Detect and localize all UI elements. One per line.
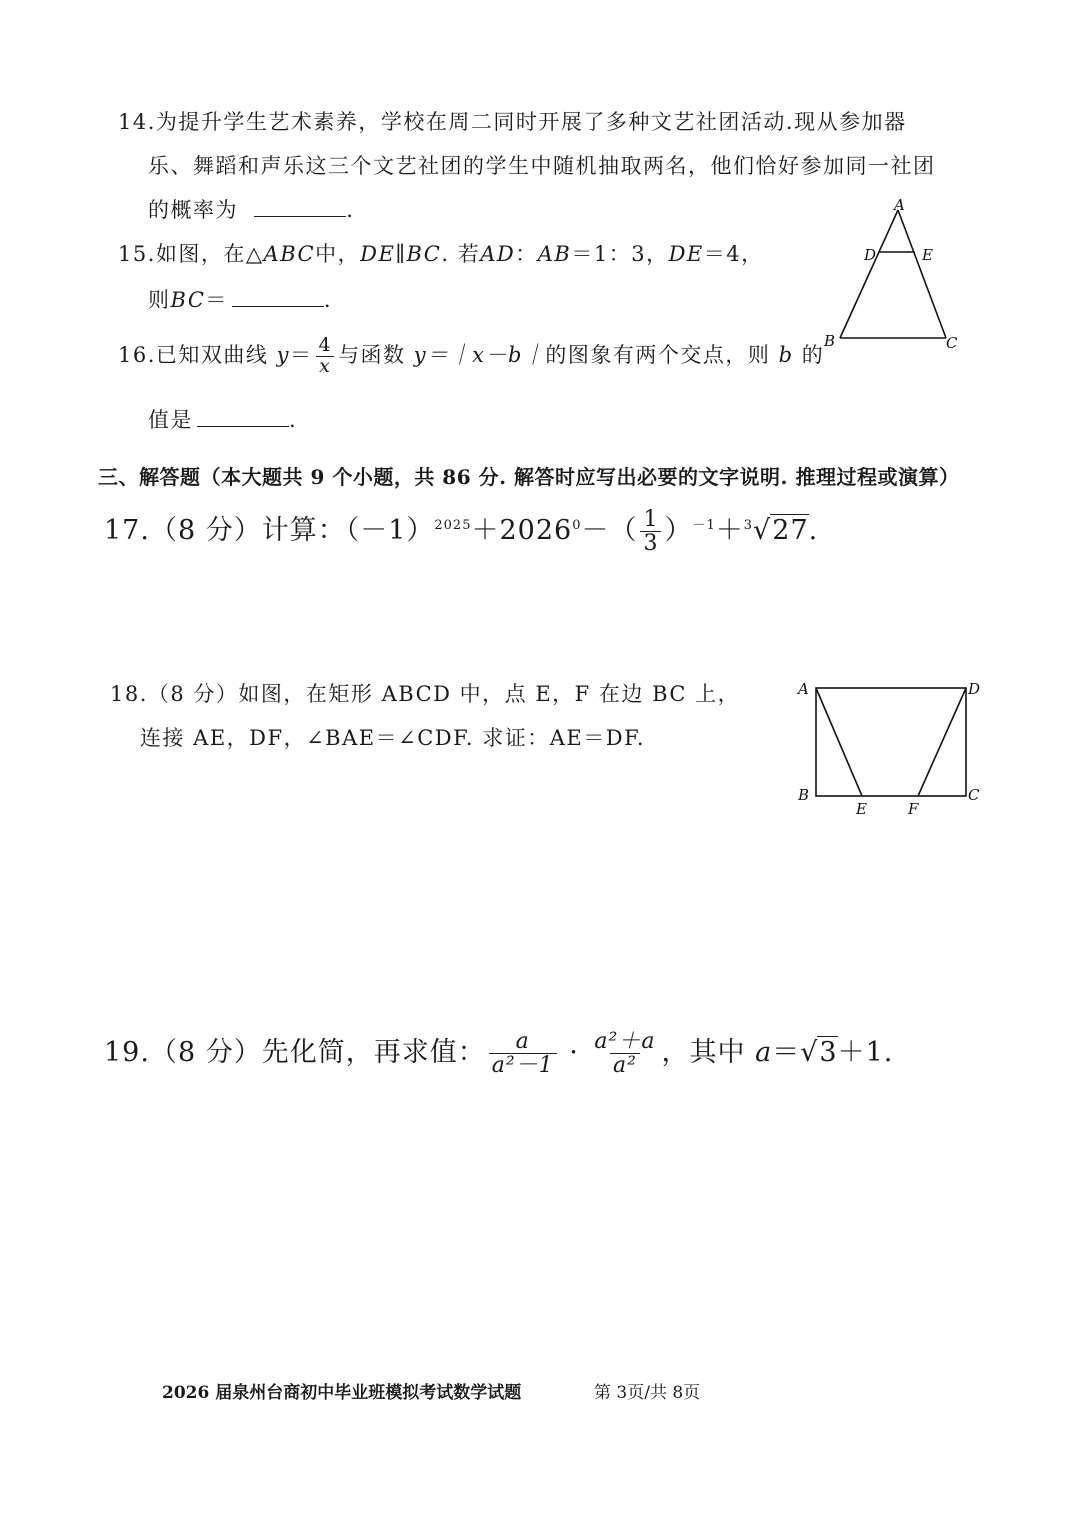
q19-frac1-den: a²－1 (489, 1053, 557, 1077)
q14-line-3-text: 的概率为 (148, 198, 238, 222)
q15-triangle-figure (818, 192, 968, 354)
q16-frac-den: x (316, 356, 334, 377)
q16-post: 的图象有两个交点，则 (545, 342, 771, 367)
q17-radical-sign: √ (753, 515, 772, 547)
q15-text-b: ABC (263, 242, 316, 266)
q15-side-ab (840, 210, 898, 338)
q15-text-k: ＝1：3， (571, 242, 669, 266)
q18-rectangle-figure (794, 676, 994, 822)
q18-label-c: C (968, 786, 980, 804)
q14-line-1: 14.为提升学生艺术素养，学校在周二同时开展了多种文艺社团活动.现从参加器 (118, 110, 907, 134)
q16-mid: 与函数 (338, 342, 406, 367)
q17-fraction (640, 508, 661, 555)
q15-line2-a: 则 (148, 288, 171, 312)
q15-text-c: 中， (315, 242, 361, 266)
q19-fraction-1 (489, 1030, 557, 1077)
q17-exp2: 0 (572, 518, 582, 534)
q18-label-d: D (968, 680, 981, 698)
q16-eq1: ＝ (289, 342, 313, 367)
q18-label-a: A (798, 680, 809, 698)
q17-pre: 17.（8 分）计算：（－1） (104, 515, 435, 547)
q16-line-1 (118, 336, 824, 377)
q19-dot: · (569, 1037, 579, 1069)
q15-label-e: E (922, 246, 933, 264)
q14-line-2: 乐、舞蹈和声乐这三个文艺社团的学生中随机抽取两名，他们恰好参加同一社团 (148, 154, 936, 178)
q16-answer-blank (197, 425, 289, 427)
q15-line-1 (118, 238, 764, 268)
q17-minus: －（ (581, 515, 638, 547)
q19-radicand: 3 (819, 1037, 838, 1069)
q16-y1: y (276, 342, 290, 367)
footer-page-number: 第 3页/共 8页 (594, 1383, 701, 1403)
q19-tail: ＋1. (837, 1037, 894, 1069)
q19-fraction-2 (591, 1030, 658, 1077)
q17-line (104, 508, 818, 555)
q19-mid: ，其中 (661, 1037, 746, 1069)
q15-label-c: C (946, 334, 958, 352)
q17-frac-num: 1 (643, 507, 659, 532)
q18-segment-ae (816, 688, 862, 796)
q15-text-f: BC (406, 242, 442, 266)
q14-end: . (346, 198, 355, 222)
section-3-heading: 三、解答题（本大题共 9 个小题，共 86 分. 解答时应写出必要的文字说明. 推理过程或演算） (98, 465, 960, 489)
q19-frac2-num: a²＋a (594, 1029, 656, 1054)
q17-exp1: 2025 (434, 518, 472, 534)
q15-text-l: DE (668, 242, 704, 266)
q16-tail: 的 (801, 342, 825, 367)
q16-fraction (315, 336, 335, 377)
q19-frac1-num: a (515, 1029, 530, 1054)
footer-exam-title: 2026 届泉州台商初中毕业班模拟考试数学试题 (162, 1383, 522, 1403)
q19-radical-sign: √ (800, 1037, 819, 1069)
q17-plus2: ＋ (715, 515, 744, 547)
q16-pre: 16.已知双曲线 (118, 342, 269, 367)
q17-end: . (808, 515, 819, 547)
q18-line-1: 18.（8 分）如图，在矩形 ABCD 中，点 E，F 在边 BC 上， (110, 682, 741, 706)
q15-answer-blank (232, 305, 324, 307)
q17-frac-den: 3 (640, 531, 661, 555)
q18-segment-df (918, 688, 966, 796)
q16-line-2 (148, 404, 297, 434)
q15-side-ac (898, 210, 946, 338)
q15-text-g: . 若 (441, 242, 481, 266)
q17-exp3: －1 (692, 518, 716, 534)
q17-root-index: 3 (743, 518, 754, 534)
q19-eq: ＝ (772, 1037, 801, 1069)
q18-label-e: E (856, 800, 867, 818)
q15-label-a: A (894, 196, 905, 214)
q16-abs: ＝｜x－b｜ (427, 342, 546, 367)
q15-text-h: AD (480, 242, 516, 266)
q15-label-d: D (864, 246, 877, 264)
q17-radicand: 27 (772, 515, 809, 547)
q19-pre: 19.（8 分）先化简，再求值： (104, 1037, 486, 1069)
q16-frac-num: 4 (318, 334, 333, 356)
q17-plus1: ＋2026 (471, 515, 573, 547)
q15-line2-b: BC (170, 288, 206, 312)
q15-end: . (323, 288, 333, 312)
q16-y2: y (413, 342, 428, 367)
q15-text-a: 15.如图，在△ (118, 242, 264, 266)
q19-line (104, 1030, 893, 1077)
q16-line2-text: 值是 (148, 408, 193, 432)
q15-text-d: DE (360, 242, 396, 266)
q16-end: . (289, 408, 298, 432)
q15-line2-c: ＝ (205, 288, 228, 312)
q18-line-2: 连接 AE，DF，∠BAE＝∠CDF. 求证：AE＝DF. (140, 726, 646, 750)
q18-label-b: B (798, 786, 810, 804)
q17-close: ） (664, 515, 693, 547)
q14-answer-blank (254, 215, 346, 217)
q15-text-e: ∥ (395, 242, 407, 266)
q18-label-f: F (908, 800, 919, 818)
q15-text-i: ： (515, 242, 538, 266)
q19-frac2-den: a² (610, 1053, 640, 1077)
q15-text-m: ＝4， (703, 242, 764, 266)
q16-b: b (778, 342, 794, 367)
q15-label-b: B (824, 332, 836, 350)
q14-line-3 (148, 194, 354, 224)
q15-line-2 (148, 284, 332, 314)
q19-a: a (755, 1037, 773, 1069)
q15-text-j: AB (537, 242, 572, 266)
